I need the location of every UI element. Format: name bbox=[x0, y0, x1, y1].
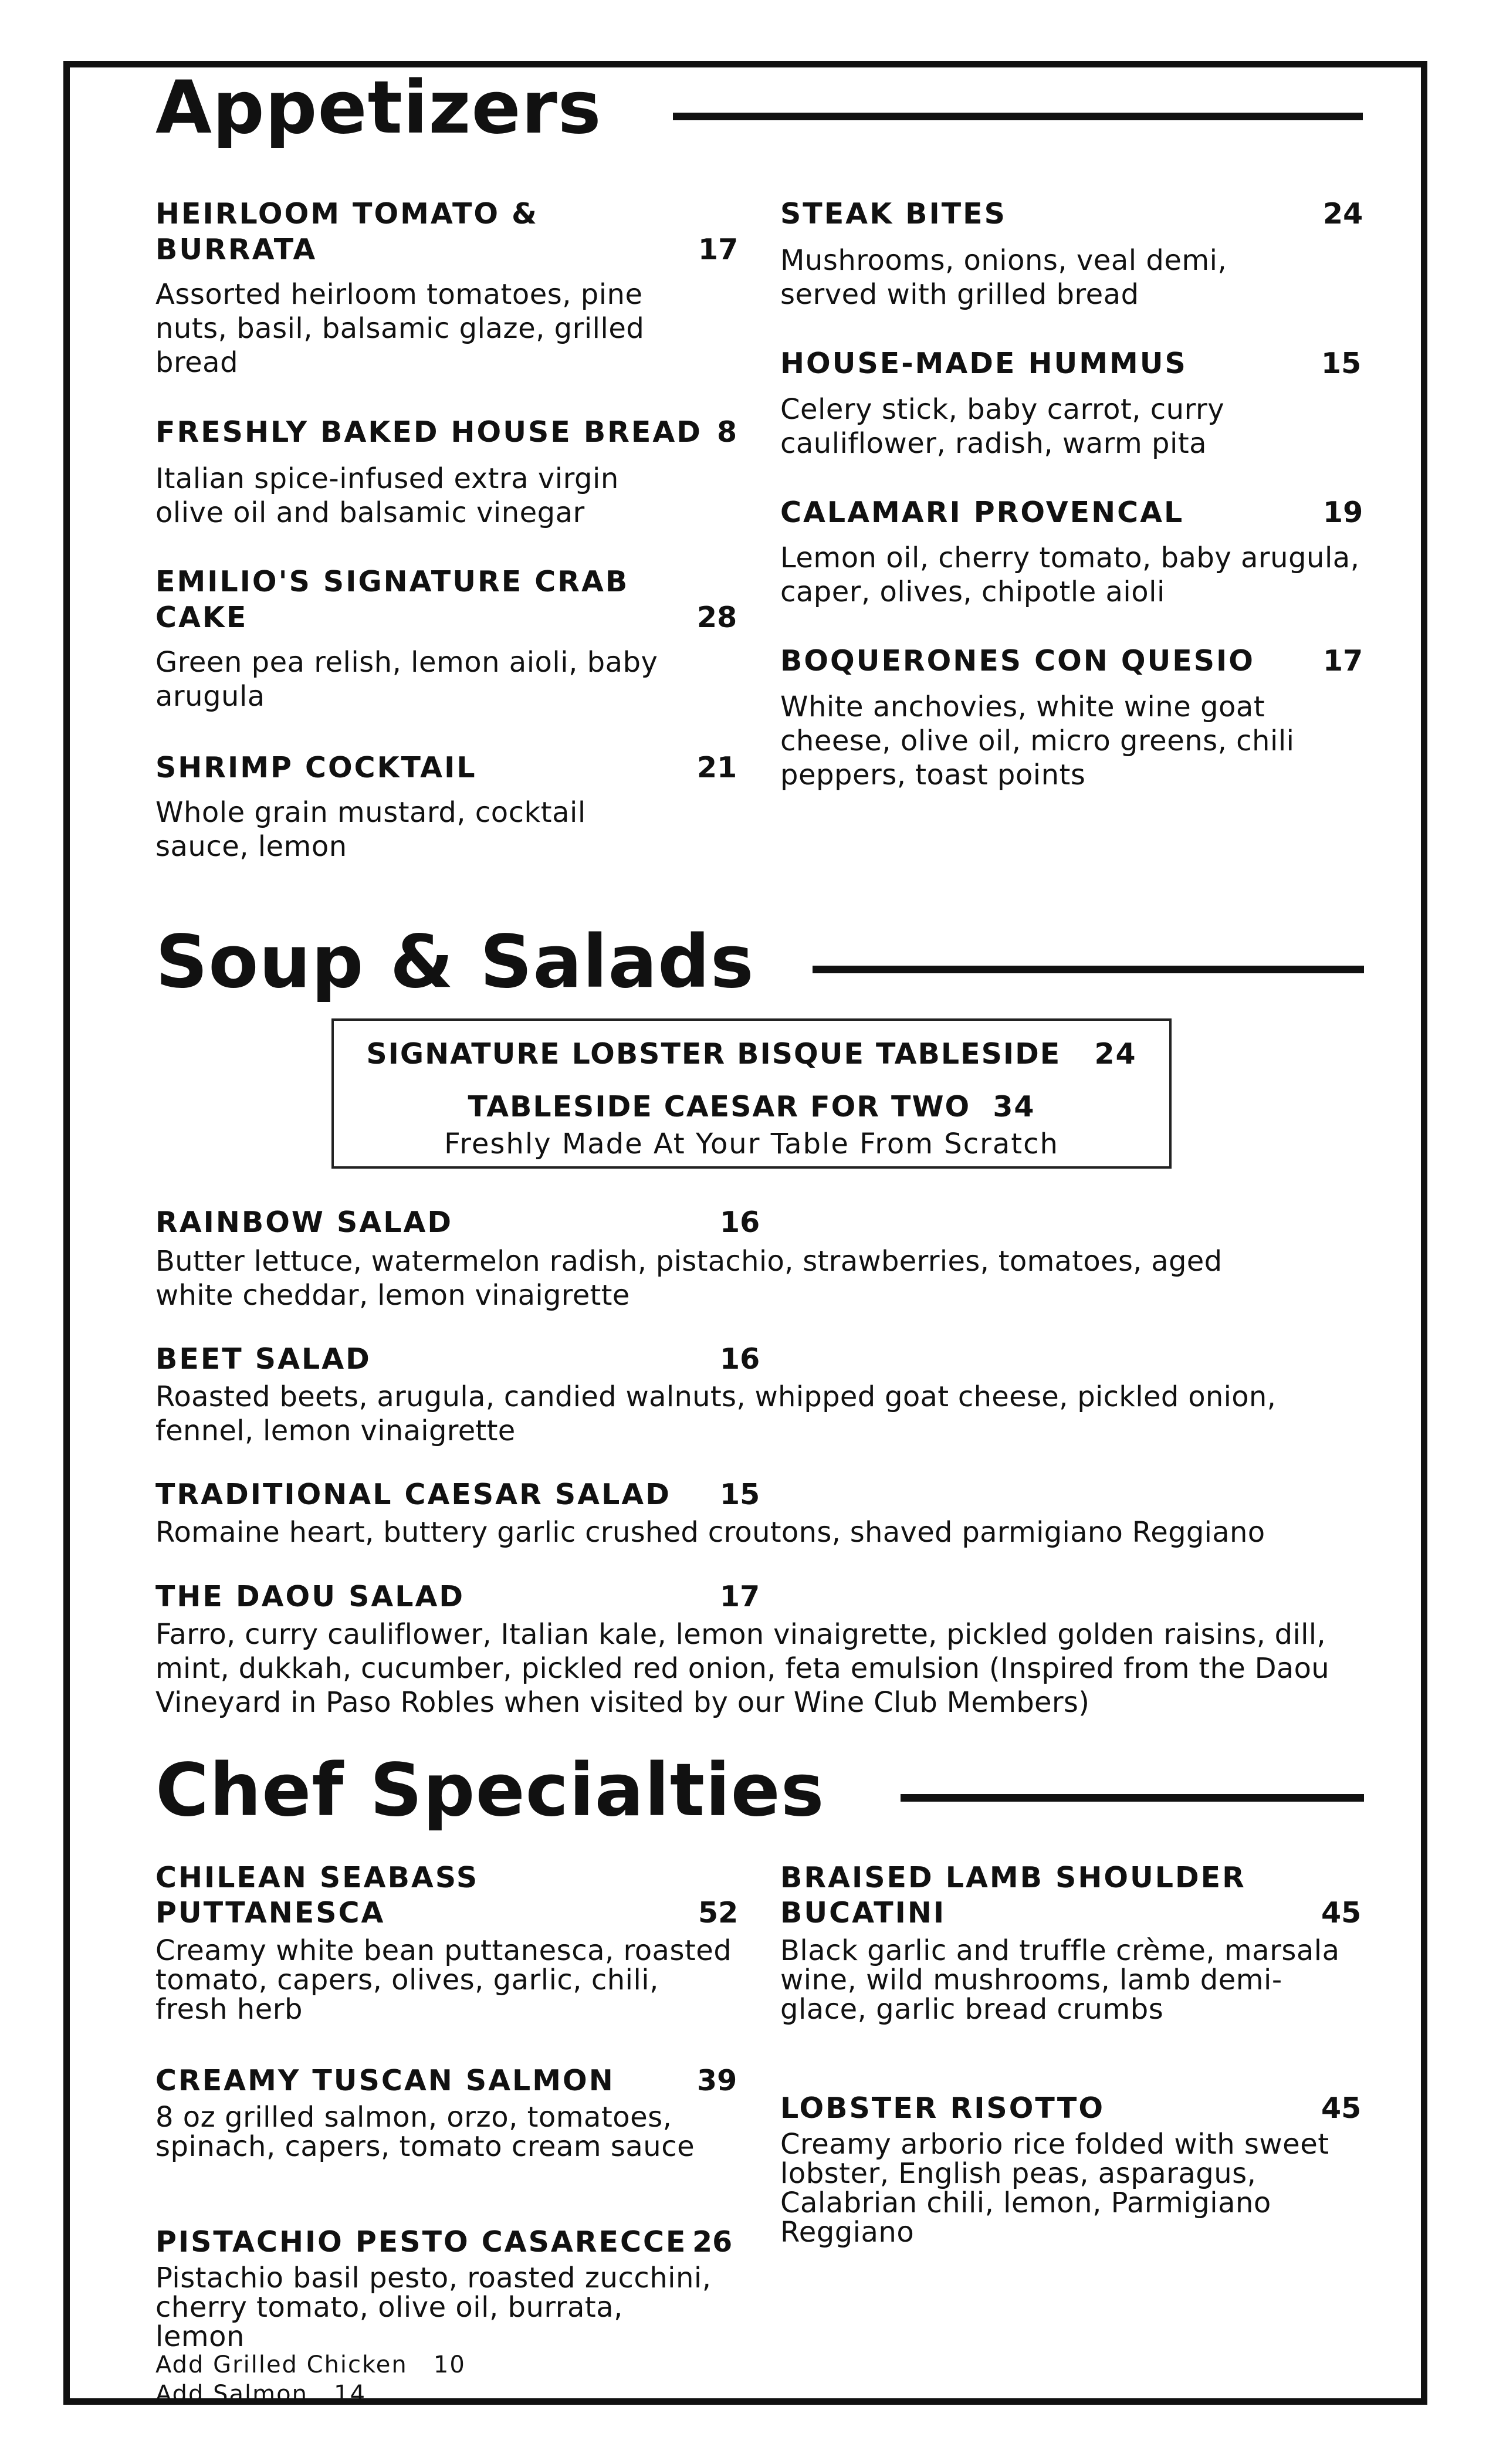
item-price: 15 bbox=[720, 1478, 760, 1511]
item-description: Creamy arborio rice folded with sweet lobster, English peas, asparagus, Calabrian chili, lemon, Parmigiano Reggiano bbox=[780, 2128, 1329, 2249]
item-description: Romaine heart, buttery garlic crushed croutons, shaved parmigiano Reggiano bbox=[155, 1516, 1265, 1549]
item-price: 15 bbox=[1321, 347, 1362, 380]
item-price: 52 bbox=[698, 1896, 739, 1930]
addon-price: 10 bbox=[433, 2351, 466, 2378]
item-description: Lemon oil, cherry tomato, baby arugula, caper, olives, chipotle aioli bbox=[780, 541, 1360, 608]
item-price: 26 bbox=[692, 2225, 733, 2259]
item-description: Butter lettuce, watermelon radish, pistachio, strawberries, tomatoes, aged white cheddar, lemon vinaigrette bbox=[155, 1245, 1223, 1312]
soups-heading: Soup & Salads bbox=[155, 920, 754, 1004]
featured-caesar-name: TABLESIDE CAESAR FOR TWO bbox=[468, 1090, 971, 1123]
chef-rule bbox=[901, 1794, 1364, 1802]
item-name: SHRIMP COCKTAIL bbox=[155, 751, 477, 784]
item-name: BRAISED LAMB SHOULDER bbox=[780, 1861, 1246, 1894]
item-price: 28 bbox=[697, 601, 737, 634]
item-name: BOQUERONES CON QUESIO bbox=[780, 644, 1255, 678]
item-name: STEAK BITES bbox=[780, 197, 1007, 231]
item-price: 17 bbox=[698, 233, 739, 266]
item-price: 17 bbox=[1323, 644, 1363, 678]
item-description: White anchovies, white wine goat cheese, olive oil, micro greens, chili peppers, toast points bbox=[780, 691, 1295, 791]
item-name: BEET SALAD bbox=[155, 1342, 371, 1376]
addon-label: Add Grilled Chicken bbox=[155, 2351, 408, 2378]
item-name: CREAMY TUSCAN SALMON bbox=[155, 2064, 615, 2097]
item-description: Creamy white bean puttanesca, roasted tomato, capers, olives, garlic, chili, fresh herb bbox=[155, 1934, 732, 2026]
soups-rule bbox=[813, 966, 1364, 973]
item-name: THE DAOU SALAD bbox=[155, 1580, 465, 1613]
item-name: PUTTANESCA bbox=[155, 1896, 385, 1930]
featured-note: Freshly Made At Your Table From Scratch bbox=[444, 1128, 1059, 1160]
item-name: TRADITIONAL CAESAR SALAD bbox=[155, 1478, 671, 1511]
item-name: CAKE bbox=[155, 601, 248, 634]
item-description: 8 oz grilled salmon, orzo, tomatoes, spinach, capers, tomato cream sauce bbox=[155, 2101, 695, 2163]
item-description: Mushrooms, onions, veal demi, served with grilled bread bbox=[780, 244, 1227, 311]
featured-caesar-price: 34 bbox=[993, 1090, 1035, 1123]
item-price: 16 bbox=[720, 1342, 760, 1376]
item-description: Assorted heirloom tomatoes, pine nuts, basil, balsamic glaze, grilled bread bbox=[155, 278, 645, 379]
featured-bisque-price: 24 bbox=[1094, 1037, 1137, 1071]
featured-bisque-name: SIGNATURE LOBSTER BISQUE TABLESIDE bbox=[366, 1037, 1061, 1071]
item-price: 21 bbox=[697, 751, 737, 784]
addon-salmon bbox=[155, 2380, 366, 2409]
item-name: PISTACHIO PESTO CASARECCE bbox=[155, 2225, 688, 2259]
chef-heading: Chef Specialties bbox=[155, 1748, 825, 1833]
item-price: 16 bbox=[720, 1206, 760, 1239]
appetizers-rule bbox=[673, 113, 1363, 120]
item-description: Pistachio basil pesto, roasted zucchini, cherry tomato, olive oil, burrata, lemon bbox=[155, 2262, 712, 2353]
item-price: 8 bbox=[717, 415, 737, 449]
addon-price: 14 bbox=[334, 2381, 367, 2408]
item-description: Farro, curry cauliflower, Italian kale, lemon vinaigrette, pickled golden raisins, dill, mint, dukkah, cucumber, pickled red onion, feta emulsion (Inspired from the Daou Vineyard in Paso Robles when visited by our Wine Club Members) bbox=[155, 1618, 1329, 1719]
item-price: 17 bbox=[720, 1580, 760, 1613]
item-name: CALAMARI PROVENCAL bbox=[780, 496, 1184, 529]
item-name: LOBSTER RISOTTO bbox=[780, 2091, 1105, 2125]
item-description: Whole grain mustard, cocktail sauce, lemon bbox=[155, 796, 586, 863]
item-description: Celery stick, baby carrot, curry cauliflower, radish, warm pita bbox=[780, 393, 1225, 460]
item-description: Black garlic and truffle crème, marsala wine, wild mushrooms, lamb demi-glace, garlic bread crumbs bbox=[780, 1934, 1340, 2026]
featured-caesar bbox=[334, 1090, 1169, 1123]
featured-bisque bbox=[334, 1037, 1169, 1071]
item-name: EMILIO'S SIGNATURE CRAB bbox=[155, 565, 629, 598]
item-name: CHILEAN SEABASS bbox=[155, 1861, 479, 1894]
item-price: 39 bbox=[697, 2064, 737, 2097]
item-name: RAINBOW SALAD bbox=[155, 1206, 453, 1239]
appetizers-heading: Appetizers bbox=[155, 66, 602, 150]
item-name: HEIRLOOM TOMATO & bbox=[155, 197, 539, 231]
item-price: 45 bbox=[1321, 2091, 1362, 2125]
item-price: 19 bbox=[1323, 496, 1363, 529]
item-name: HOUSE-MADE HUMMUS bbox=[780, 347, 1187, 380]
item-description: Roasted beets, arugula, candied walnuts, whipped goat cheese, pickled onion, fennel, lemon vinaigrette bbox=[155, 1380, 1277, 1447]
item-price: 24 bbox=[1323, 197, 1363, 231]
addon-chicken bbox=[155, 2350, 466, 2380]
item-description: Green pea relish, lemon aioli, baby arugula bbox=[155, 646, 658, 713]
addon-label: Add Salmon bbox=[155, 2381, 308, 2408]
item-name: BURRATA bbox=[155, 233, 317, 266]
item-price: 45 bbox=[1321, 1896, 1362, 1930]
featured-box bbox=[331, 1018, 1172, 1169]
item-description: Italian spice-infused extra virgin olive oil and balsamic vinegar bbox=[155, 462, 619, 529]
item-name: BUCATINI bbox=[780, 1896, 946, 1930]
item-name: FRESHLY BAKED HOUSE BREAD bbox=[155, 415, 702, 449]
